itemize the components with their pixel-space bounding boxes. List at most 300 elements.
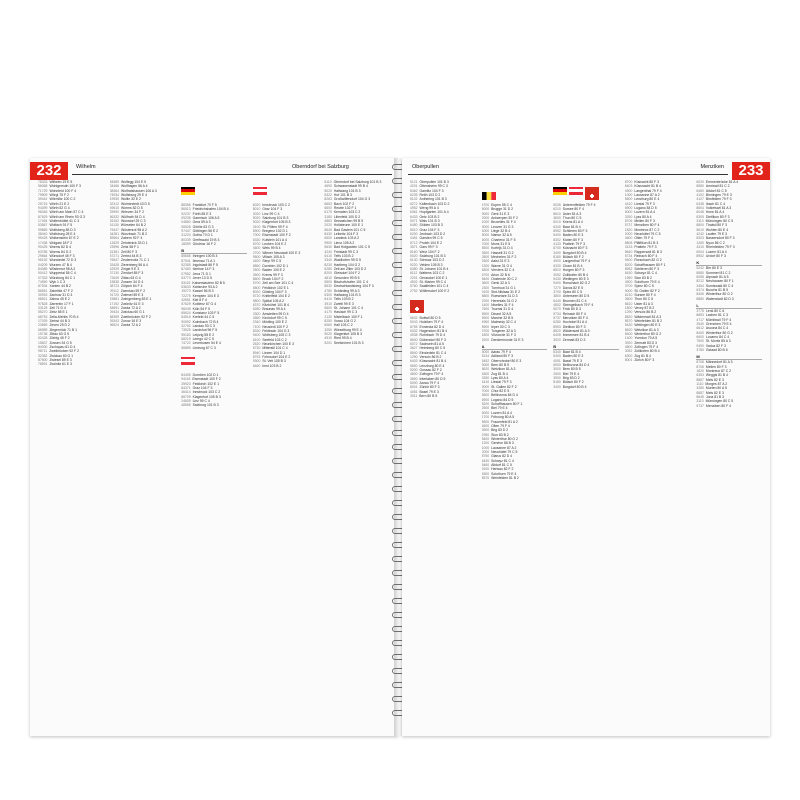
place-name: Wriezen 34 F 2: [121, 210, 144, 215]
postal-code: 8570: [481, 475, 490, 480]
postal-code: 8302: [553, 237, 561, 242]
postal-code: 6055: [696, 274, 704, 279]
postal-code: 4802: [553, 302, 561, 307]
place-name: Brig 83 D 2: [491, 428, 509, 433]
place-name: Lienz 105 A 2: [333, 240, 355, 245]
place-name: St. Johann 101 B 4: [419, 266, 449, 271]
place-name: Salzburg 101 B 3: [419, 253, 446, 258]
postal-code: 5600: [624, 197, 633, 202]
postal-code: 3280: [696, 386, 704, 391]
place-name: Großwilfersdorf 104 G 3: [333, 197, 371, 202]
postal-code: 96524: [109, 323, 120, 328]
postal-code: 1800: [624, 305, 633, 310]
postal-code: 25715: [38, 201, 48, 206]
place-name: Zollikofen 80 B 4: [562, 272, 588, 277]
postal-code: 8000: [481, 207, 490, 212]
postal-code: 18059: [181, 242, 191, 247]
postal-code: 1260: [696, 240, 704, 245]
postal-code: 5020: [252, 216, 261, 221]
place-name: Hartberg 104 G 2: [333, 262, 361, 267]
section-letter: B: [181, 248, 247, 254]
place-name: Proleb 104 E 2: [419, 240, 442, 245]
place-name: Fribourg 80 A 5: [491, 415, 515, 420]
place-name: Gerasdorf 100 E 1: [419, 275, 448, 280]
postal-code: 53773: [181, 276, 191, 281]
place-name: Neuchâtel 79 C 5: [491, 449, 518, 454]
place-name: Sölden 103 B 3: [419, 223, 443, 228]
right-column-3: [553, 180, 619, 728]
place-name: Meilen 80 F 3: [634, 219, 655, 224]
place-name: Kloten 80 F 3: [562, 237, 583, 242]
postal-code: 3300: [252, 311, 261, 316]
place-name: Rorschach 82 G 2: [562, 281, 591, 286]
place-name: Mümliswil 79 F 4: [705, 317, 732, 322]
place-name: Schlieren 80 F 3: [562, 229, 588, 234]
postal-code: 38364: [109, 188, 120, 193]
postal-code: 8180: [553, 380, 561, 385]
place-name: Wettingen 80 E 3: [634, 323, 661, 328]
place-name: Wollin 32 E 2: [121, 197, 141, 202]
place-name: Thun 80 C 5: [562, 216, 582, 221]
postal-code: 3775: [696, 308, 704, 313]
index-entry: [696, 348, 762, 352]
place-name: Vevey 87 B 2: [634, 305, 655, 310]
place-name: Wolfsburg 29 E 4: [121, 193, 147, 198]
postal-code: 84085: [38, 266, 48, 271]
postal-code: 6280: [324, 266, 332, 271]
place-name: Meilen 80 F 3: [705, 364, 727, 369]
place-name: Roeselare 31 D 3: [491, 294, 518, 299]
postal-code: 6000: [481, 237, 490, 242]
place-name: Gösting 104 F 3: [262, 289, 287, 294]
place-name: Nyon 86 C 2: [705, 240, 725, 245]
postal-code: 6500: [553, 363, 561, 368]
postal-code: 58521: [38, 297, 48, 302]
place-name: Basel 79 E 3: [562, 358, 582, 363]
postal-code: 1200: [481, 441, 490, 446]
postal-code: 9800: [252, 298, 261, 303]
postal-code: 96346: [38, 210, 48, 215]
place-name: St. Gallen 82 F 2: [491, 384, 517, 389]
postal-code: 4717: [696, 317, 704, 322]
place-name: St. Johann 101 C 4: [333, 305, 363, 310]
postal-code: 6440: [553, 298, 561, 303]
postal-code: 4051: [410, 389, 418, 394]
postal-code: 4502: [410, 279, 418, 284]
place-name: Zittau 63 G 4: [121, 275, 141, 280]
place-name: Dornbirn 102 D 1: [192, 373, 219, 377]
postal-code: 5737: [696, 403, 704, 408]
postal-code: 8230: [324, 262, 332, 267]
place-name: Bischofshofen 101 C 4: [333, 279, 369, 284]
postal-code: 9500: [252, 255, 261, 260]
postal-code: 1000: [481, 445, 490, 450]
place-name: Leoben 104 E 2: [262, 242, 287, 247]
postal-code: 86551: [38, 288, 48, 293]
place-name: Kaltenbach 103 D 2: [419, 201, 450, 206]
postal-code: 88359: [109, 314, 120, 319]
postal-code: 1820: [696, 369, 704, 374]
place-name: Wetzikon 81 A 3: [491, 367, 516, 372]
place-name: Montreux 87 C 2: [634, 227, 660, 232]
postal-code: 56859: [181, 345, 191, 350]
postal-code: 9220: [410, 262, 418, 267]
index-columns-right: [410, 180, 762, 728]
postal-code: 3700: [481, 328, 490, 333]
place-name: Sion 83 B 2: [491, 432, 509, 437]
place-name: Gotha 70 D 1: [192, 233, 213, 238]
postal-code: 8263: [324, 197, 332, 202]
postal-code: 42651: [181, 297, 191, 302]
place-name: Weiz 104 F 2: [419, 249, 440, 254]
postal-code: 1290: [410, 355, 418, 360]
postal-code: 4410: [624, 201, 633, 206]
postal-code: 6300: [481, 371, 490, 376]
place-name: Spiez 80 C 5: [634, 284, 654, 289]
postal-code: 33125: [38, 305, 48, 310]
place-name: Ennenda 82 D 4: [419, 324, 445, 329]
place-name: Worms 82 D 5: [121, 206, 143, 211]
place-name: Zahna 45 E 2: [49, 297, 70, 302]
place-name: Graz 104 F 3: [262, 207, 283, 212]
place-name: Seefeld 103 C 2: [262, 337, 287, 342]
place-name: Zwickau 60 G 1: [121, 310, 145, 315]
postal-code: 2620: [252, 342, 261, 346]
postal-code: 6410: [324, 253, 332, 258]
place-name: Menziken 80 F 4: [634, 223, 660, 228]
place-name: Mistelbach 100 F 1: [333, 314, 363, 319]
place-name: Schaffhausen 80 F 1: [491, 402, 523, 407]
place-name: Buochs 81 B 5: [705, 287, 728, 292]
postal-code: 7270: [553, 285, 561, 290]
postal-code: 57629: [181, 302, 191, 307]
postal-code: 4900: [624, 188, 633, 193]
postal-code: 8600: [410, 337, 418, 342]
place-name: Zörbig 45 F 2: [49, 336, 70, 341]
place-name: Versoix 86 B 2: [419, 355, 442, 360]
postal-code: 2540: [696, 321, 704, 326]
place-name: Zurow 16 E 3: [121, 319, 142, 323]
postal-code: 53567: [38, 223, 48, 228]
postal-code: 52428: [38, 336, 48, 341]
place-name: Sion 83 B 2: [634, 275, 652, 280]
place-name: Wolfsberg 105 C 3: [262, 333, 291, 338]
postal-code: 61130: [109, 223, 119, 228]
postal-code: 84405: [181, 373, 191, 377]
postal-code: 4051: [553, 358, 561, 363]
postal-code: 95192: [38, 258, 48, 263]
postal-code: 8800: [696, 223, 704, 228]
place-name: Binningen 79 E 3: [705, 193, 732, 198]
index-entry: [410, 289, 476, 293]
postal-code: 8640: [624, 249, 633, 254]
postal-code: 8887: [696, 390, 704, 395]
postal-code: 92237: [181, 211, 191, 216]
place-name: Baden 100 E 2: [262, 268, 285, 273]
postal-code: 5730: [252, 346, 261, 351]
place-name: Spiez 80 C 5: [562, 289, 583, 294]
place-name: Köln 54 F 5: [192, 306, 210, 311]
place-name: Lachen 81 C 3: [705, 313, 728, 318]
place-name: Zittau 63 G 5: [49, 332, 70, 337]
place-name: Bern 80 B 5: [419, 394, 438, 399]
postal-code: 89564: [109, 236, 120, 241]
place-name: Koblenz 67 G 4: [192, 302, 216, 307]
place-name: Brugge 31 D 2: [491, 207, 514, 212]
place-name: Zweibrücken 92 F 2: [49, 349, 79, 354]
place-name: Wöllersdorf 100 E 2: [419, 288, 450, 293]
place-name: Jena 71 D 1: [192, 271, 211, 276]
place-name: Karlsruhe 93 A 2: [192, 284, 218, 289]
place-name: Emmenbrücke 81 A 4: [705, 180, 739, 184]
postal-code: 8700: [624, 180, 633, 184]
postal-code: 8952: [553, 229, 561, 234]
postal-code: 6403: [624, 184, 633, 189]
place-name: Wolfach 91 F 5: [49, 223, 73, 228]
place-name: Dendermonde 31 E 3: [491, 337, 524, 342]
postal-code: 6800: [252, 285, 261, 290]
place-name: Neuhausen 80 F 1: [705, 279, 734, 284]
postal-code: 6380: [410, 266, 418, 271]
place-name: Zwota 72 A 2: [121, 323, 141, 328]
index-entry: [181, 242, 247, 246]
place-name: Vilvoorde 31 F 3: [491, 333, 516, 338]
place-name: Ascona 84 C 4: [705, 326, 729, 331]
postal-code: 6700: [481, 272, 490, 277]
place-name: Wieselburg 99 E 4: [333, 327, 362, 332]
postal-code: 2500: [553, 371, 561, 376]
place-name: Bruxelles 31 F 4: [491, 220, 516, 225]
postal-code: 8330: [252, 328, 261, 333]
place-name: Laufen 79 E 3: [705, 232, 728, 237]
place-name: Kassel 56 B 3: [192, 289, 214, 294]
postal-code: 2752: [410, 288, 418, 293]
place-name: Kufstein 101 A 4: [262, 237, 287, 242]
postal-code: 6612: [696, 326, 704, 331]
place-name: Wörmlitz 100 C 2: [49, 197, 76, 202]
place-name: Ihringen 100 B 4: [192, 254, 218, 259]
postal-code: 2800: [481, 255, 490, 260]
postal-code: 8720: [252, 294, 261, 299]
postal-code: 72649: [109, 275, 120, 280]
postal-code: 8610: [624, 301, 633, 306]
postal-code: 78333: [38, 180, 48, 184]
postal-code: 3627: [410, 346, 418, 351]
place-name: Birsfelden 79 F 3: [705, 197, 732, 202]
place-name: Garmisch 106 A 5: [192, 216, 220, 221]
place-name: Mons 31 E 5: [491, 242, 511, 247]
postal-code: 5035: [553, 203, 561, 207]
postal-code: 6020: [696, 180, 704, 184]
place-name: Männedorf 81 A 3: [705, 360, 733, 365]
postal-code: 4600: [624, 236, 633, 241]
place-name: Wolfegg 104 E 5: [121, 180, 147, 184]
postal-code: 8001: [410, 385, 418, 390]
place-name: Lausanne 87 A 2: [491, 445, 517, 450]
place-name: Winterthur 80 G 2: [705, 292, 733, 297]
place-name: Worms 84 G 2: [49, 249, 72, 254]
postal-code: 7000: [481, 242, 490, 247]
place-name: Göttingen 56 E 2: [192, 229, 219, 234]
postal-code: 3340: [324, 258, 332, 263]
place-name: Steyr 99 C 5: [262, 259, 282, 264]
postal-code: 6450: [410, 223, 418, 228]
postal-code: 90412: [38, 271, 48, 276]
postal-code: 95183: [181, 332, 191, 337]
postal-code: 78591: [38, 362, 48, 367]
place-name: Montreux 87 C 2: [705, 369, 731, 374]
place-name: Vorau 104 G 2: [333, 319, 356, 323]
postal-code: 5600: [324, 305, 332, 310]
place-name: Krems 99 F 3: [262, 272, 283, 277]
place-name: Linz 99 C 4: [262, 211, 280, 216]
postal-code: 33428: [109, 262, 120, 267]
place-name: Davos 82 E 5: [562, 285, 584, 290]
place-name: Münsingen 80 C 5: [705, 219, 734, 224]
postal-code: 5400: [553, 233, 561, 238]
place-name: Baden 80 E 3: [562, 233, 584, 238]
place-name: Liège 32 B 4: [491, 229, 511, 234]
postal-code: 8400: [624, 332, 633, 337]
postal-code: 9000: [624, 288, 633, 293]
postal-code: 8462: [410, 188, 418, 193]
postal-code: 9400: [624, 258, 633, 263]
postal-code: 37130: [109, 271, 120, 276]
postal-code: 6130: [410, 258, 418, 263]
place-name: Salzburg 101 B 3: [192, 403, 219, 408]
place-name: Worms 82 D 4: [49, 245, 72, 250]
postal-code: 6460: [481, 462, 490, 467]
place-name: Zwickau 60 G 1: [49, 353, 73, 358]
postal-code: 5500: [324, 279, 332, 284]
postal-code: 4133: [624, 245, 633, 250]
postal-code: 04860: [181, 220, 191, 225]
postal-code: 23996: [109, 245, 120, 250]
postal-code: 19273: [181, 289, 191, 294]
place-name: Würzburg 84 C 1: [49, 275, 76, 280]
postal-code: 9400: [553, 281, 561, 286]
postal-code: 3600: [553, 216, 561, 221]
postal-code: 46414: [181, 390, 191, 395]
place-name: Wörth am Main 57 C 4: [49, 210, 84, 215]
place-name: Heimberg 80 C 5: [419, 346, 446, 351]
postal-code: 8406: [696, 292, 704, 297]
place-name: Hagendorn 81 B 4: [419, 328, 448, 333]
place-name: Zeil 71 D 4: [49, 305, 66, 310]
postal-code: 5071: [410, 219, 418, 224]
place-name: Mödling 100 E 2: [262, 320, 287, 325]
place-name: Pfäffikon 81 B 3: [634, 240, 659, 245]
postal-code: 90592: [181, 319, 191, 324]
postal-code: 6374: [696, 287, 704, 292]
postal-code: 17438: [38, 240, 48, 245]
postal-code: 25923: [181, 381, 191, 386]
postal-code: 56332: [109, 214, 120, 219]
postal-code: 90425: [38, 245, 48, 250]
postal-code: 8620: [481, 367, 490, 372]
place-name: Gera 59 A 3: [192, 220, 211, 225]
place-name: Zachow 31 D 3: [49, 292, 73, 297]
place-name: Dietlikon 80 F 3: [705, 214, 730, 219]
place-name: Schärding 99 A 3: [333, 288, 360, 293]
postal-code: 6332: [410, 328, 418, 333]
postal-code: 39442: [38, 197, 48, 202]
place-name: Wetzikon 81 A 3: [634, 327, 659, 332]
place-name: Wüstenrot 98 A 2: [49, 266, 76, 271]
postal-code: 4960: [481, 320, 490, 325]
section-letter: K: [696, 260, 762, 266]
postal-code: 3180: [324, 214, 332, 219]
page-number-left: 232: [30, 162, 68, 180]
running-head-right-start: Oberpullen: [412, 164, 439, 170]
postal-code: 8706: [624, 219, 633, 224]
postal-code: 5121: [410, 180, 418, 184]
place-name: Rohrbach 79 D 4: [419, 333, 446, 338]
place-name: Waidhofen 99 D 5: [333, 258, 361, 263]
postal-code: 2130: [324, 314, 332, 319]
place-name: Mittersill 101 C 4: [262, 346, 288, 351]
place-name: Luzern 81 A 4: [491, 410, 512, 415]
postal-code: 74722: [181, 341, 191, 346]
place-name: Itzehoe 14 F 3: [192, 267, 215, 272]
postal-code: 12629: [109, 240, 120, 245]
postal-code: 42929: [109, 266, 120, 271]
place-name: Seekirchen 101 B 3: [333, 340, 364, 345]
section-letter: M: [696, 354, 762, 360]
place-name: Lyss 80 A 4: [491, 376, 509, 381]
place-name: Biel 79 E 4: [562, 371, 580, 376]
place-name: Zofingen 79 F 4: [419, 372, 444, 377]
postal-code: 4240: [324, 249, 332, 254]
postal-code: 3920: [624, 340, 633, 345]
place-name: Wyk 1 C 3: [49, 279, 66, 284]
place-name: Xanten 44 B 2: [49, 284, 71, 289]
place-name: Wunstorf 29 C 3: [121, 219, 146, 224]
postal-code: 6210: [624, 292, 633, 297]
flag-ch-icon: [410, 295, 476, 313]
postal-code: 6010: [553, 220, 561, 225]
place-name: Herentals 31 G 2: [491, 298, 517, 303]
place-name: Strengelbach 79 F 4: [562, 302, 594, 307]
place-name: Lugano 84 D 5: [491, 397, 514, 402]
postal-code: 6340: [553, 224, 561, 229]
running-head-left: Wilhelm: [76, 164, 96, 170]
place-name: Zwönitz 61 E 3: [121, 301, 144, 306]
postal-code: 6430: [481, 458, 490, 463]
postal-code: 8303: [696, 236, 704, 241]
place-name: Knittelfeld 104 E 2: [262, 294, 290, 299]
postal-code: 72275: [181, 293, 191, 298]
place-name: Küssnacht 81 B 4: [419, 359, 447, 364]
right-column-2: [482, 180, 548, 728]
place-name: Yverdon 79 A 5: [634, 336, 658, 341]
postal-code: 4170: [324, 310, 332, 315]
postal-code: 5300: [324, 292, 332, 297]
place-name: Dübendorf 80 F 3: [419, 337, 446, 342]
left-column-1: [38, 180, 104, 728]
postal-code: 5452: [481, 358, 490, 363]
place-name: Neusiedl 100 F 2: [262, 324, 288, 329]
place-name: Telfs 103 B 2: [333, 297, 354, 302]
place-name: Chur 82 E 5: [491, 389, 510, 394]
place-name: Zollikofen 80 B 4: [634, 349, 660, 354]
postal-code: 80339: [181, 237, 191, 242]
postal-code: 6433: [410, 214, 418, 219]
place-name: Graz 104 F 3: [192, 386, 213, 391]
postal-code: 8200: [481, 402, 490, 407]
postal-code: 91720: [109, 292, 120, 297]
postal-code: 88709: [181, 394, 191, 399]
